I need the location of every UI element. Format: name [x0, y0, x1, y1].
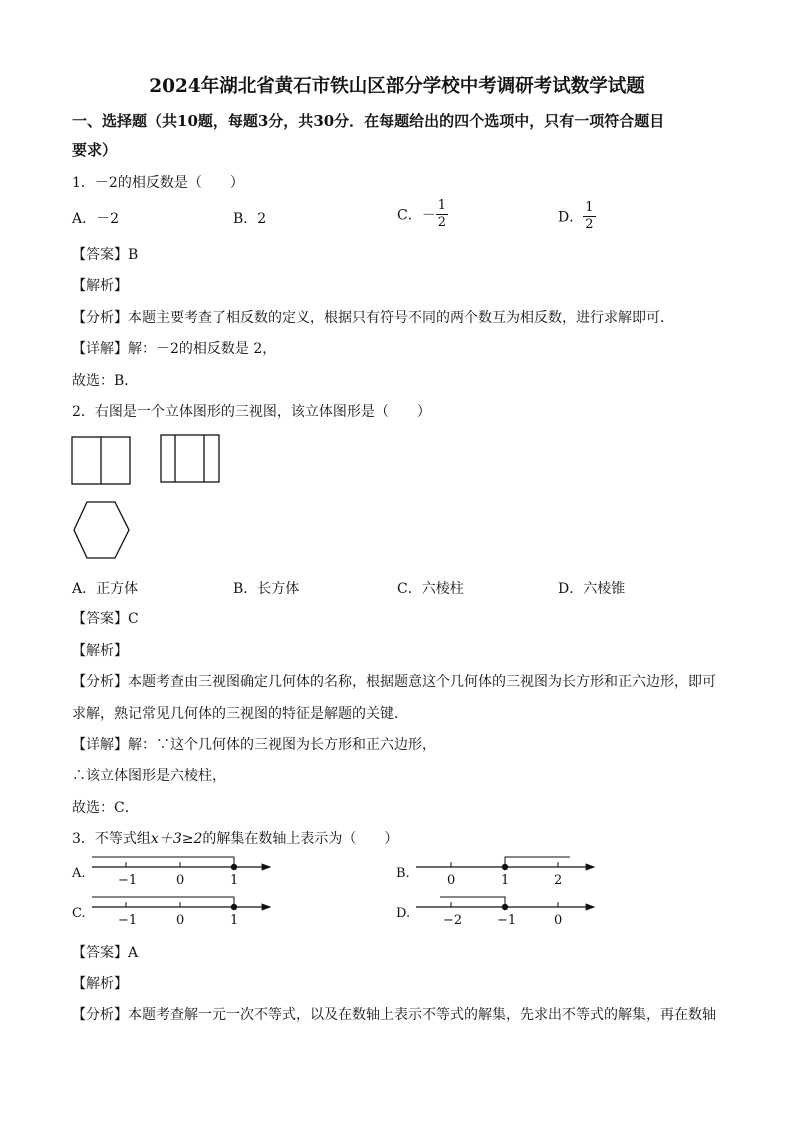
- tick-label: 1: [230, 873, 239, 888]
- fraction-numerator: 1: [437, 198, 446, 213]
- tick-label: 2: [554, 873, 563, 888]
- q3-answer: 【答案】A: [72, 945, 139, 961]
- q1-choice: 故选：B．: [72, 373, 139, 389]
- q1-option-d-prefix: D．: [558, 209, 584, 226]
- q3-analysis: 【分析】本题考查解一元一次不等式，以及在数轴上表示不等式的解集，先求出不等式的解集，再在数轴: [72, 1007, 716, 1023]
- solid-dot: [502, 864, 508, 870]
- q3-inequality: x＋3≥2: [150, 831, 203, 847]
- q2-choice: 故选：C．: [72, 800, 139, 816]
- q2-answer: 【答案】C: [72, 611, 139, 627]
- section-heading-line1: 一、选择题（共10题，每题3分，共30分．在每题给出的四个选项中，只有一项符合题目: [72, 112, 665, 130]
- number-line-c: [72, 897, 270, 928]
- tick-label: −1: [497, 913, 517, 928]
- q1-analysis: 【分析】本题主要考查了相反数的定义，根据只有符号不同的两个数互为相反数，进行求解即可．: [72, 310, 674, 326]
- q2-stem: 2．右图是一个立体图形的三视图，该立体图形是（ ）: [72, 404, 431, 420]
- q1-option-a: A．－2: [72, 211, 120, 227]
- q2-analysis-line2: 求解，熟记常见几何体的三视图的特征是解题的关键．: [72, 706, 408, 722]
- q2-option-d: D．六棱锥: [558, 581, 626, 597]
- number-line-a-label: A.: [72, 866, 86, 881]
- tick-label: −1: [118, 873, 138, 888]
- q1-answer: 【答案】B: [72, 247, 139, 263]
- number-line-b-label: B.: [396, 866, 410, 881]
- q2-detail-line1: 【详解】解：∵这个几何体的三视图为长方形和正六边形，: [72, 737, 436, 753]
- q1-detail: 【详解】解：－2的相反数是 2，: [72, 341, 277, 357]
- q1-option-c-prefix: C．－: [397, 207, 436, 224]
- fraction-denominator: 2: [585, 217, 594, 232]
- number-line-b: [396, 857, 594, 888]
- tick-label: 1: [501, 873, 510, 888]
- q2-option-a: A．正方体: [72, 581, 139, 597]
- fraction-numerator: 1: [585, 200, 594, 215]
- q2-analysis-line1: 【分析】本题考查由三视图确定几何体的名称，根据题意这个几何体的三视图为长方形和正六边形，即可: [72, 674, 716, 690]
- q2-option-b: B．长方体: [233, 581, 300, 597]
- page-title: 2024年湖北省黄石市铁山区部分学校中考调研考试数学试题: [149, 76, 645, 97]
- solid-dot: [231, 864, 237, 870]
- number-line-d-label: D.: [396, 906, 411, 921]
- q2-jiexi: 【解析】: [72, 643, 128, 659]
- q2-detail-line2: ∴该立体图形是六棱柱，: [72, 768, 226, 784]
- section-heading-line2: 要求）: [72, 141, 118, 159]
- tick-label: 0: [176, 913, 185, 928]
- q1-option-b: B．2: [233, 211, 267, 227]
- q3-stem-prefix: 3．不等式组: [72, 831, 151, 847]
- tick-label: 0: [554, 913, 563, 928]
- tick-label: 0: [176, 873, 185, 888]
- q1-stem: 1．－2的相反数是（ ）: [72, 175, 244, 191]
- fraction-denominator: 2: [437, 215, 446, 230]
- q2-option-c: C．六棱柱: [397, 581, 464, 597]
- q3-stem-suffix: 的解集在数轴上表示为（ ）: [202, 831, 399, 847]
- number-line-c-label: C.: [72, 906, 86, 921]
- tick-label: −1: [118, 913, 138, 928]
- q3-jiexi: 【解析】: [72, 976, 128, 992]
- solid-dot: [231, 904, 237, 910]
- tick-label: −2: [443, 913, 463, 928]
- tick-label: 1: [230, 913, 239, 928]
- number-line-d: [396, 897, 594, 928]
- number-line-a: [71, 857, 270, 888]
- tick-label: 0: [447, 873, 456, 888]
- solid-dot: [502, 904, 508, 910]
- q1-jiexi: 【解析】: [72, 278, 128, 294]
